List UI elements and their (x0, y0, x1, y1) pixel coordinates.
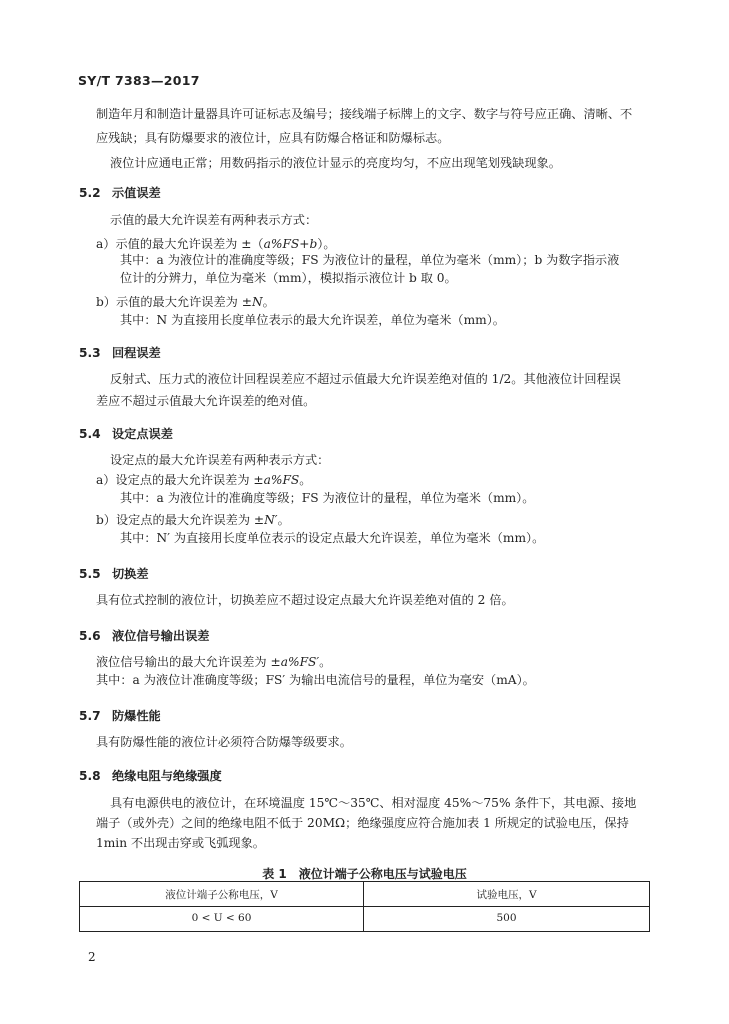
s58-line-1: 具有电源供电的液位计，在环境温度 15℃～35℃、相对湿度 45%～75% 条件下，其电源、接地 (110, 796, 637, 810)
section-5-7-heading (79, 707, 161, 724)
s52-b-text: b）示值的最大允许误差为 ± (96, 295, 252, 309)
section-title: 设定点误差 (112, 427, 173, 441)
s53-line-2: 差应不超过示值最大允许误差的绝对值。 (96, 394, 316, 408)
section-number: 5.3 (79, 346, 101, 360)
table-caption: 表 1 液位计端子公称电压与试验电压 (262, 867, 467, 881)
s56-line-1 (96, 655, 331, 670)
s53-line-1: 反射式、压力式的液位计回程误差应不超过示值最大允许误差绝对值的 1/2。其他液位计回程误 (110, 372, 621, 386)
s52-intro: 示值的最大允许误差有两种表示方式： (110, 213, 318, 227)
s56-line-1-end: 。 (319, 655, 332, 669)
s54-a-formula: a%FS (263, 473, 300, 487)
s58-line-3: 1min 不出现击穿或飞弧现象。 (96, 836, 265, 850)
data-table (79, 881, 650, 932)
intro-line-1: 制造年月和制造计量器具许可证标志及编号；接线端子标牌上的文字、数字与符号应正确、清晰、不 (96, 107, 633, 121)
s54-intro: 设定点的最大允许误差有两种表示方式： (110, 453, 330, 467)
s56-line-1-text: 液位信号输出的最大允许误差为 ± (96, 655, 281, 669)
table-header-cell: 试验电压，V (476, 889, 537, 901)
s52-a-note-2: 位计的分辨力，单位为毫米（mm），模拟指示液位计 b 取 0。 (120, 271, 457, 285)
section-number: 5.4 (79, 427, 101, 441)
s54-b-formula: N′ (264, 513, 278, 527)
s52-a-text: a）示值的最大允许误差为 ±（ (96, 237, 264, 251)
s54-b-end: 。 (277, 513, 290, 527)
section-5-8-heading (79, 767, 222, 784)
s57-line-1: 具有防爆性能的液位计必须符合防爆等级要求。 (96, 735, 352, 749)
s52-a-note-1: 其中：a 为液位计的准确度等级；FS 为液位计的量程，单位为毫米（mm）；b 为数字指示液 (120, 253, 620, 267)
section-5-2-heading (79, 184, 161, 201)
s54-a-text: a）设定点的最大允许误差为 ± (96, 473, 264, 487)
s52-item-b (96, 295, 275, 310)
section-number: 5.7 (79, 709, 101, 723)
s56-formula: a%FS′ (280, 655, 320, 669)
page-number: 2 (88, 950, 96, 964)
s52-a-formula: a%FS+b (263, 237, 318, 251)
table-row-divider (80, 906, 649, 907)
s55-line-1: 具有位式控制的液位计，切换差应不超过设定点最大允许误差绝对值的 2 倍。 (96, 593, 514, 607)
section-5-6-heading (79, 627, 210, 644)
section-number: 5.2 (79, 186, 101, 200)
s56-line-2: 其中：a 为液位计准确度等级；FS′ 为输出电流信号的量程，单位为毫安（mA）。 (96, 673, 535, 687)
s52-b-end: 。 (262, 295, 275, 309)
s54-b-text: b）设定点的最大允许误差为 ± (96, 513, 265, 527)
s52-b-note: 其中：N 为直接用长度单位表示的最大允许误差，单位为毫米（mm）。 (120, 313, 505, 327)
section-number: 5.5 (79, 567, 101, 581)
s54-a-note: 其中：a 为液位计的准确度等级；FS 为液位计的量程，单位为毫米（mm）。 (120, 491, 535, 505)
table-cell: 0 < U < 60 (191, 912, 252, 924)
section-title: 防爆性能 (112, 709, 161, 723)
s54-item-a (96, 473, 311, 488)
s54-item-b (96, 513, 290, 528)
intro-line-2: 应残缺；具有防爆要求的液位计，应具有防爆合格证和防爆标志。 (96, 131, 450, 145)
section-number: 5.8 (79, 769, 101, 783)
section-title: 切换差 (112, 567, 149, 581)
section-5-4-heading (79, 425, 173, 442)
section-number: 5.6 (79, 629, 101, 643)
section-5-5-heading (79, 565, 149, 582)
s52-b-formula: N (251, 295, 263, 309)
section-title: 回程误差 (112, 346, 161, 360)
s54-b-note: 其中：N′ 为直接用长度单位表示的设定点最大允许误差，单位为毫米（mm）。 (120, 531, 545, 545)
s58-line-2: 端子（或外壳）之间的绝缘电阻不低于 20MΩ；绝缘强度应符合施加表 1 所规定的试验电压，保持 (96, 816, 629, 830)
s54-a-end: 。 (299, 473, 312, 487)
section-title: 示值误差 (112, 186, 161, 200)
intro-line-3: 液位计应通电正常；用数码指示的液位计显示的亮度均匀，不应出现笔划残缺现象。 (110, 156, 561, 170)
standard-code-header: SY/T 7383—2017 (78, 73, 200, 88)
section-title: 液位信号输出误差 (112, 629, 210, 643)
section-title: 绝缘电阻与绝缘强度 (112, 769, 222, 783)
section-5-3-heading (79, 344, 161, 361)
s52-item-a (96, 237, 336, 252)
table-cell: 500 (496, 912, 517, 924)
s52-a-end: ）。 (317, 237, 336, 251)
table-header-cell: 液位计端子公称电压，V (165, 889, 278, 901)
